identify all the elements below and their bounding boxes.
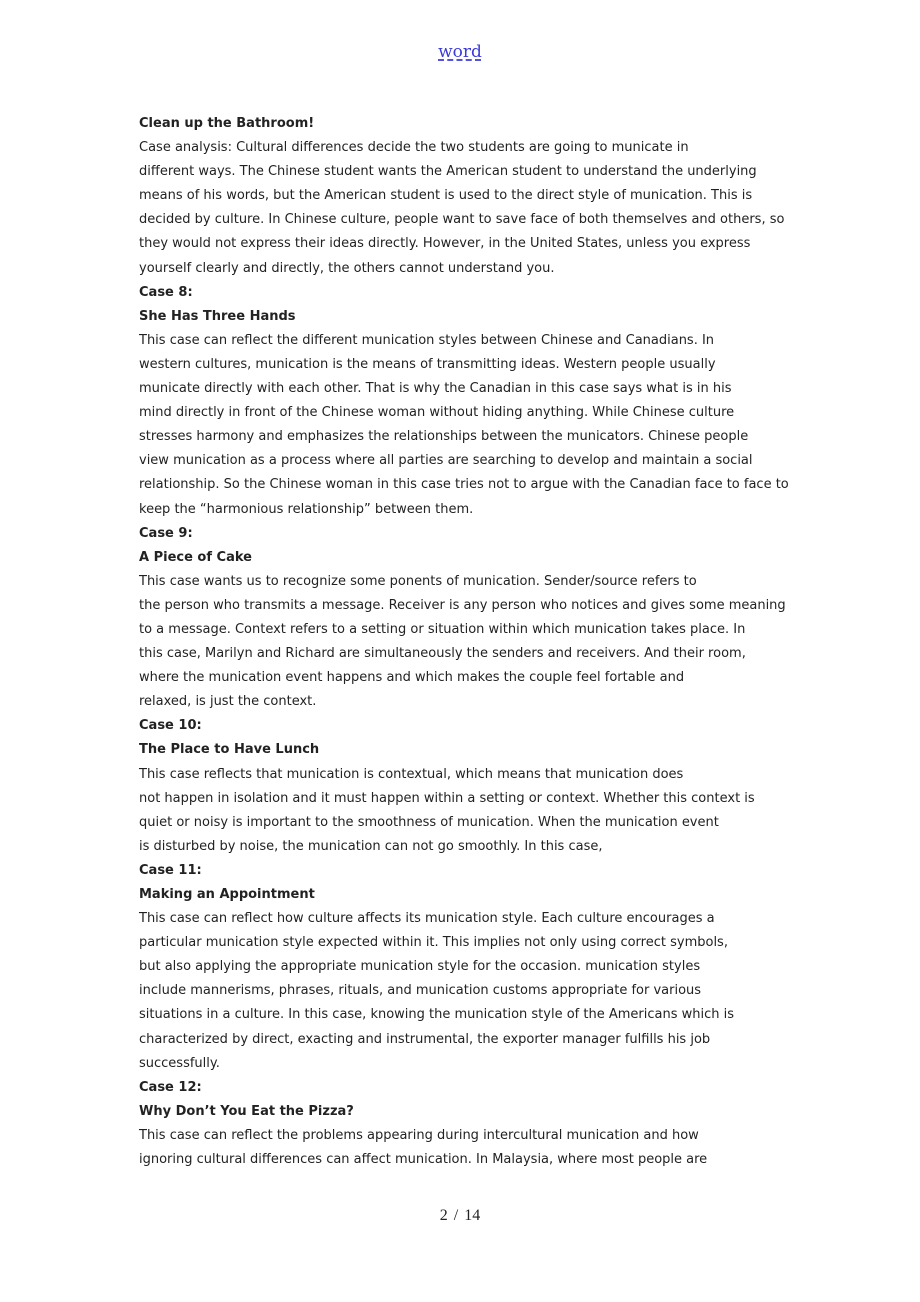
body-text-line: quiet or noisy is important to the smoothness of munication. When the munication event [139, 814, 719, 830]
page-number: 2 / 14 [439, 1207, 481, 1224]
header-word-link[interactable]: word [438, 42, 482, 62]
body-text-line: This case reflects that munication is contextual, which means that munication does [139, 766, 684, 782]
body-text-line: to a message. Context refers to a setting or situation within which munication takes place. In [139, 621, 746, 637]
body-text-line: where the munication event happens and which makes the couple feel fortable and [139, 670, 685, 686]
section-heading: Making an Appointment [139, 887, 315, 902]
body-text-line: view munication as a process where all parties are searching to develop and maintain a social [139, 453, 753, 469]
section-heading: She Has Three Hands [139, 308, 296, 324]
document-body [139, 112, 789, 1172]
section-heading: Case 10: [139, 718, 202, 734]
body-text-line: different ways. The Chinese student wants the American student to understand the underlying [139, 164, 757, 180]
body-text-line: keep the “harmonious relationship” between them. [139, 501, 474, 517]
body-text-line: mind directly in front of the Chinese woman without hiding anything. While Chinese culture [139, 405, 735, 421]
body-text-line: the person who transmits a message. Receiver is any person who notices and gives some meaning [139, 597, 786, 613]
body-text-line: particular munication style expected within it. This implies not only using correct symbols, [139, 935, 728, 951]
body-text-line: is disturbed by noise, the munication can not go smoothly. In this case, [139, 838, 603, 854]
body-text-line: include mannerisms, phrases, rituals, and munication customs appropriate for various [139, 983, 702, 999]
section-heading: Case 9: [139, 525, 193, 541]
section-heading: Case 8: [139, 284, 193, 300]
section-heading: The Place to Have Lunch [139, 742, 320, 758]
body-text-line: yourself clearly and directly, the others cannot understand you. [139, 260, 555, 276]
body-text-line: they would not express their ideas directly. However, in the United States, unless you express [139, 236, 751, 252]
section-heading: Case 11: [139, 862, 202, 878]
body-text-line: means of his words, but the American student is used to the direct style of munication. This is [139, 188, 753, 204]
body-text-line: relationship. So the Chinese woman in this case tries not to argue with the Canadian face to face to [139, 477, 789, 493]
body-text-line: municate directly with each other. That is why the Canadian in this case says what is in his [139, 381, 732, 397]
body-text-line: not happen in isolation and it must happen within a setting or context. Whether this context is [139, 790, 755, 806]
body-text-line: This case can reflect the different munication styles between Chinese and Canadians. In [139, 332, 715, 348]
body-text-line: western cultures, munication is the means of transmitting ideas. Western people usually [139, 356, 716, 372]
body-text-line: successfully. [139, 1055, 220, 1071]
body-text-line: characterized by direct, exacting and instrumental, the exporter manager fulfills his job [139, 1031, 711, 1047]
section-heading: Case 12: [139, 1079, 202, 1095]
body-text-line: Case analysis: Cultural differences decide the two students are going to municate in [139, 140, 689, 156]
body-text-line: ignoring cultural differences can affect munication. In Malaysia, where most people are [139, 1152, 708, 1168]
section-heading: A Piece of Cake [139, 549, 252, 565]
body-text-line: stresses harmony and emphasizes the relationships between the municators. Chinese people [139, 429, 749, 445]
body-text-line: This case can reflect how culture affects its munication style. Each culture encourages a [139, 911, 715, 927]
section-heading: Clean up the Bathroom! [139, 116, 315, 131]
body-text-line: This case can reflect the problems appearing during intercultural munication and how [139, 1127, 699, 1143]
body-text-line: decided by culture. In Chinese culture, people want to save face of both themselves and others, so [139, 212, 785, 228]
body-text-line: this case, Marilyn and Richard are simultaneously the senders and receivers. And their room, [139, 646, 746, 662]
body-text-line: but also applying the appropriate munication style for the occasion. munication styles [139, 959, 701, 975]
section-heading: Why Don’t You Eat the Pizza? [139, 1103, 354, 1119]
body-text-line: situations in a culture. In this case, knowing the munication style of the Americans which is [139, 1007, 734, 1023]
body-text-line: relaxed, is just the context. [139, 694, 317, 710]
body-text-line: This case wants us to recognize some ponents of munication. Sender/source refers to [139, 573, 697, 589]
